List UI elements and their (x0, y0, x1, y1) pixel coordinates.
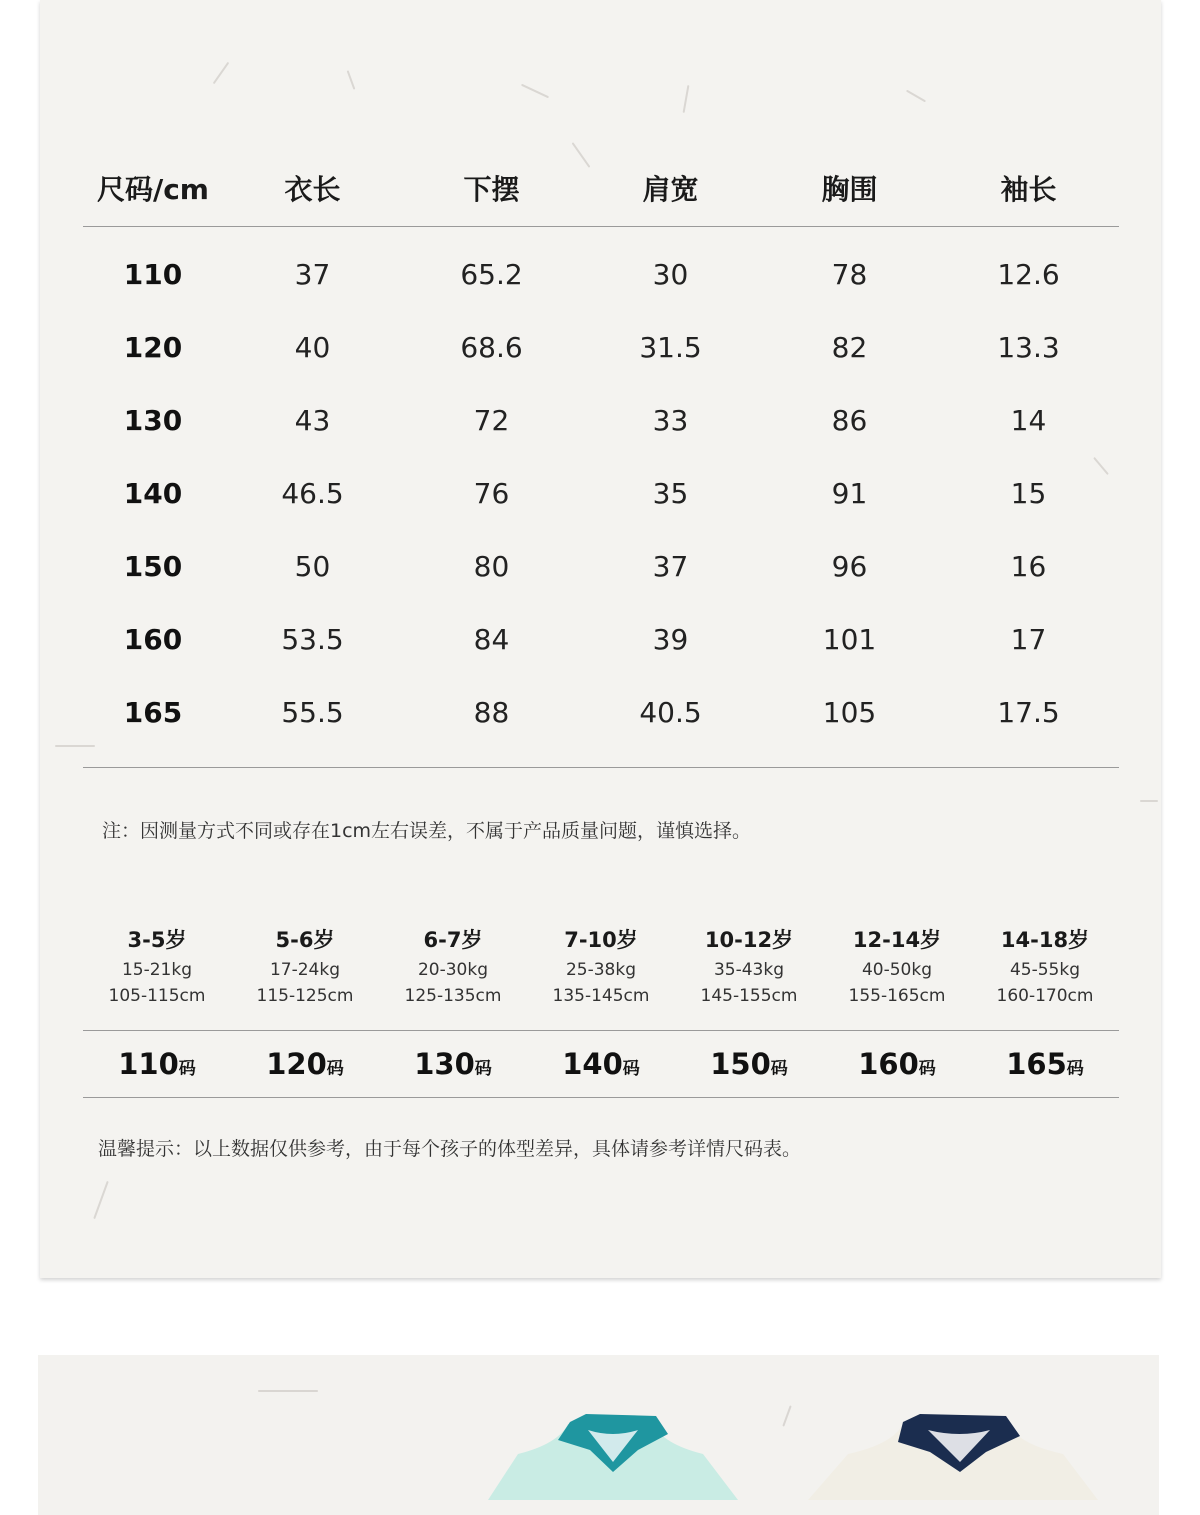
table-cell: 17.5 (997, 696, 1060, 729)
table-cell: 65.2 (460, 258, 523, 291)
table-cell: 46.5 (281, 477, 344, 510)
table-cell: 82 (831, 331, 868, 364)
size-code (971, 1047, 1119, 1081)
header-chest: 胸围 (821, 173, 878, 206)
table-cell: 33 (652, 404, 689, 437)
table-cell: 78 (831, 258, 868, 291)
age-label: 6-7岁 (423, 928, 483, 952)
table-cell: 80 (473, 550, 510, 583)
size-code-number: 140 (562, 1047, 623, 1081)
size-chart-card (40, 0, 1161, 1278)
size-code (379, 1047, 527, 1081)
age-cell (379, 918, 527, 1030)
table-cell: 86 (831, 404, 868, 437)
size-code (527, 1047, 675, 1081)
size-code-number: 130 (414, 1047, 475, 1081)
table-cell: 160 (123, 623, 183, 656)
table-row (83, 311, 1119, 384)
table-cell: 91 (831, 477, 868, 510)
age-label: 7-10岁 (564, 928, 638, 952)
weight-range: 20-30kg (417, 960, 489, 980)
weight-range: 45-55kg (1009, 960, 1081, 980)
table-cell: 88 (473, 696, 510, 729)
size-code-number: 120 (266, 1047, 327, 1081)
weight-range: 25-38kg (565, 960, 637, 980)
table-row (83, 238, 1119, 311)
table-cell: 165 (123, 696, 183, 729)
table-cell: 37 (294, 258, 331, 291)
size-code-unit: 码 (918, 1059, 936, 1079)
table-cell: 55.5 (281, 696, 344, 729)
size-code-number: 110 (118, 1047, 179, 1081)
table-cell: 12.6 (997, 258, 1060, 291)
height-range: 105-115cm (108, 986, 206, 1006)
table-cell: 37 (652, 550, 689, 583)
table-cell: 96 (831, 550, 868, 583)
size-code (823, 1047, 971, 1081)
size-code-unit: 码 (178, 1059, 196, 1079)
size-code-unit: 码 (474, 1059, 492, 1079)
table-cell: 43 (294, 404, 331, 437)
height-range: 155-165cm (848, 986, 946, 1006)
table-cell: 16 (1010, 550, 1047, 583)
height-range: 125-135cm (404, 986, 502, 1006)
table-cell: 140 (123, 477, 183, 510)
table-row (83, 603, 1119, 676)
size-code-number: 150 (710, 1047, 771, 1081)
height-range: 145-155cm (700, 986, 798, 1006)
age-label: 12-14岁 (852, 928, 942, 952)
table-cell: 53.5 (281, 623, 344, 656)
table-header (83, 150, 1119, 227)
table-cell: 40 (294, 331, 331, 364)
table-cell: 17 (1010, 623, 1047, 656)
measurement-note: 注：因测量方式不同或存在1cm左右误差，不属于产品质量问题，谨慎选择。 (102, 820, 752, 842)
header-length: 衣长 (284, 173, 341, 206)
table-cell: 50 (294, 550, 331, 583)
age-cell (83, 918, 231, 1030)
age-size-guide (83, 918, 1119, 1098)
size-code (675, 1047, 823, 1081)
size-code-unit: 码 (1066, 1059, 1084, 1079)
age-label: 10-12岁 (704, 928, 794, 952)
size-code (231, 1047, 379, 1081)
weight-range: 15-21kg (121, 960, 193, 980)
table-cell: 40.5 (639, 696, 702, 729)
size-code-unit: 码 (326, 1059, 344, 1079)
age-cell (527, 918, 675, 1030)
size-table (83, 150, 1119, 768)
table-cell: 31.5 (639, 331, 702, 364)
age-row (83, 918, 1119, 1031)
weight-range: 40-50kg (861, 960, 933, 980)
table-cell: 30 (652, 258, 689, 291)
weight-range: 35-43kg (713, 960, 785, 980)
table-row (83, 457, 1119, 530)
age-cell (971, 918, 1119, 1030)
table-cell: 72 (473, 404, 510, 437)
age-cell (231, 918, 379, 1030)
height-range: 115-125cm (256, 986, 354, 1006)
age-label: 5-6岁 (275, 928, 335, 952)
table-cell: 110 (123, 258, 183, 291)
table-row (83, 530, 1119, 603)
table-cell: 150 (123, 550, 183, 583)
table-cell: 120 (123, 331, 183, 364)
table-body (83, 227, 1119, 768)
table-cell: 35 (652, 477, 689, 510)
table-cell: 39 (652, 623, 689, 656)
weight-range: 17-24kg (269, 960, 341, 980)
age-cell (675, 918, 823, 1030)
size-code-unit: 码 (622, 1059, 640, 1079)
size-code (83, 1047, 231, 1081)
cream-polo-shirt-image (808, 1414, 1098, 1500)
table-cell: 76 (473, 477, 510, 510)
age-cell (823, 918, 971, 1030)
height-range: 160-170cm (996, 986, 1094, 1006)
table-row (83, 676, 1119, 749)
size-code-number: 160 (858, 1047, 919, 1081)
mint-polo-shirt-image (488, 1414, 738, 1500)
size-code-unit: 码 (770, 1059, 788, 1079)
header-shoulder: 肩宽 (642, 173, 699, 206)
size-code-number: 165 (1006, 1047, 1067, 1081)
table-cell: 84 (473, 623, 510, 656)
table-cell: 130 (123, 404, 183, 437)
table-row (83, 384, 1119, 457)
header-size: 尺码/cm (96, 173, 209, 206)
height-range: 135-145cm (552, 986, 650, 1006)
tip-note: 温馨提示：以上数据仅供参考，由于每个孩子的体型差异，具体请参考详情尺码表。 (98, 1138, 802, 1160)
table-cell: 101 (822, 623, 877, 656)
size-code-row (83, 1031, 1119, 1098)
header-hem: 下摆 (463, 173, 520, 206)
age-label: 3-5岁 (127, 928, 187, 952)
header-sleeve: 袖长 (1000, 173, 1057, 206)
table-cell: 105 (822, 696, 877, 729)
table-cell: 13.3 (997, 331, 1060, 364)
table-cell: 14 (1010, 404, 1047, 437)
table-cell: 68.6 (460, 331, 523, 364)
age-label: 14-18岁 (1000, 928, 1090, 952)
table-cell: 15 (1010, 477, 1047, 510)
